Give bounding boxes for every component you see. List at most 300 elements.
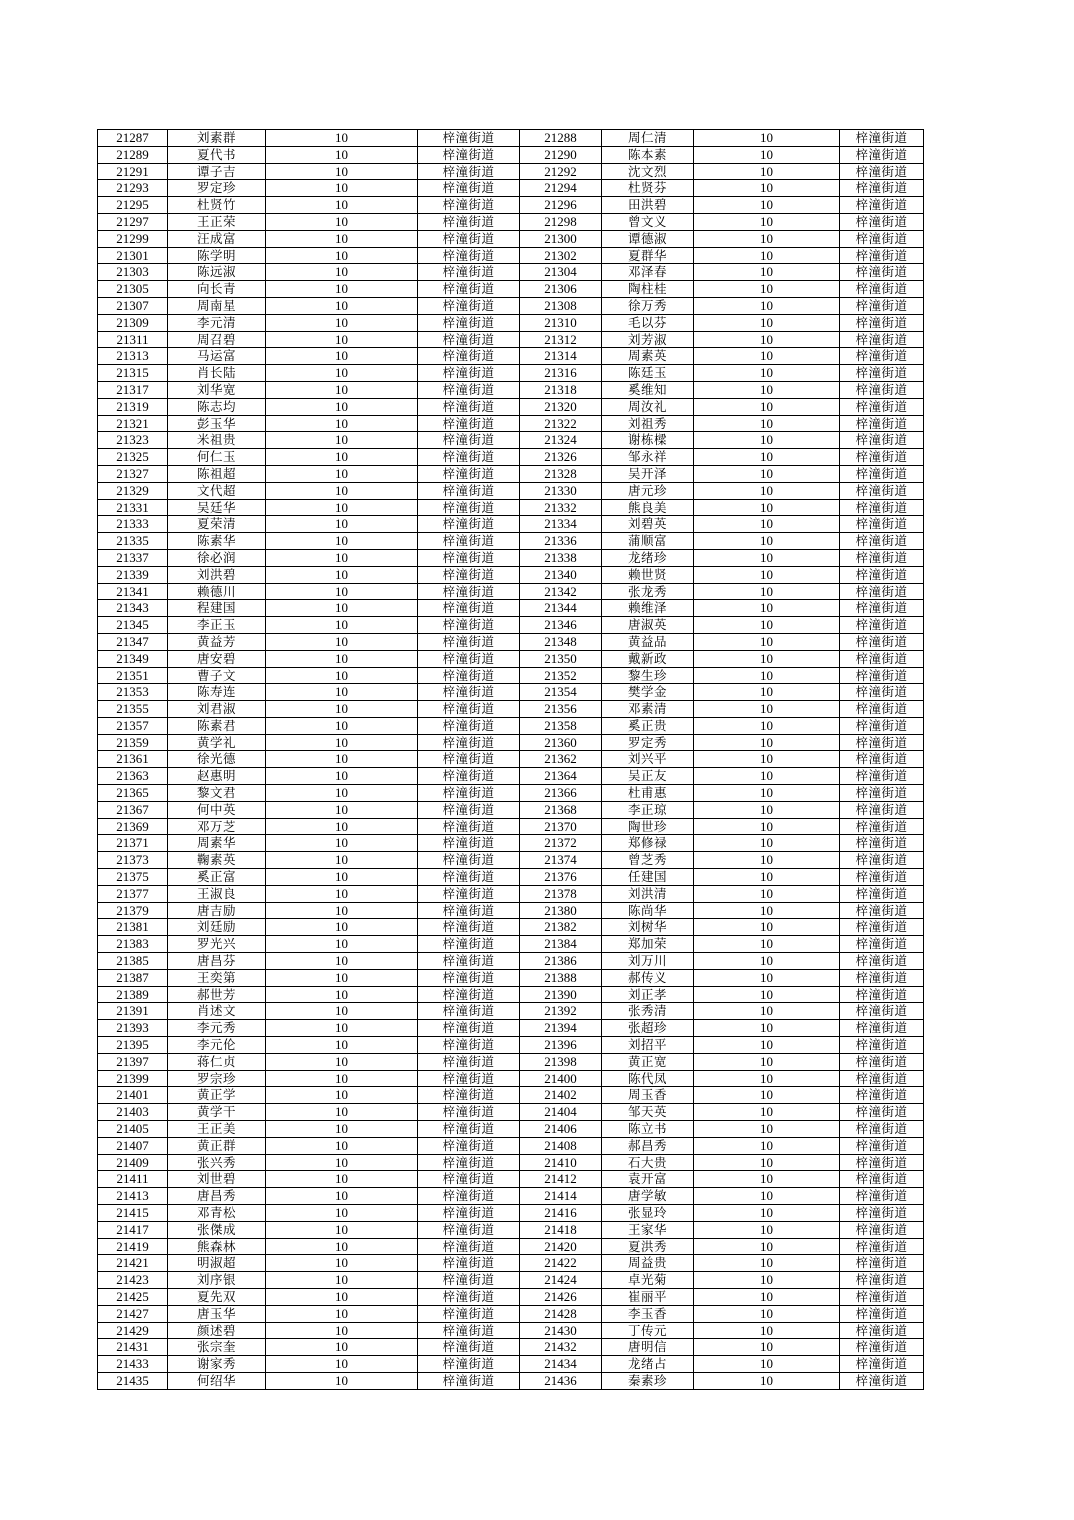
table-row bbox=[98, 381, 924, 398]
table-row bbox=[98, 768, 924, 785]
amount-cell: 10 bbox=[266, 381, 418, 398]
amount-cell: 10 bbox=[266, 717, 418, 734]
name-cell: 明淑超 bbox=[168, 1255, 266, 1272]
name-cell: 陈尚华 bbox=[602, 902, 694, 919]
record-id-cell: 21322 bbox=[520, 415, 602, 432]
record-id-cell: 21411 bbox=[98, 1171, 168, 1188]
name-cell: 熊良美 bbox=[602, 499, 694, 516]
record-id-cell: 21295 bbox=[98, 197, 168, 214]
amount-cell: 10 bbox=[694, 465, 840, 482]
name-cell: 赖德川 bbox=[168, 583, 266, 600]
amount-cell: 10 bbox=[694, 348, 840, 365]
street-cell: 梓潼街道 bbox=[840, 415, 924, 432]
amount-cell: 10 bbox=[266, 936, 418, 953]
record-id-cell: 21323 bbox=[98, 432, 168, 449]
street-cell: 梓潼街道 bbox=[418, 146, 520, 163]
name-cell: 汪成富 bbox=[168, 230, 266, 247]
street-cell: 梓潼街道 bbox=[418, 465, 520, 482]
amount-cell: 10 bbox=[694, 801, 840, 818]
amount-cell: 10 bbox=[266, 953, 418, 970]
name-cell: 罗定珍 bbox=[168, 180, 266, 197]
roster-table bbox=[97, 129, 924, 1390]
table-row bbox=[98, 465, 924, 482]
amount-cell: 10 bbox=[694, 398, 840, 415]
amount-cell: 10 bbox=[266, 566, 418, 583]
record-id-cell: 21292 bbox=[520, 163, 602, 180]
street-cell: 梓潼街道 bbox=[418, 549, 520, 566]
amount-cell: 10 bbox=[266, 549, 418, 566]
amount-cell: 10 bbox=[266, 633, 418, 650]
amount-cell: 10 bbox=[266, 919, 418, 936]
name-cell: 刘正孝 bbox=[602, 986, 694, 1003]
record-id-cell: 21433 bbox=[98, 1356, 168, 1373]
record-id-cell: 21358 bbox=[520, 717, 602, 734]
street-cell: 梓潼街道 bbox=[840, 180, 924, 197]
record-id-cell: 21399 bbox=[98, 1070, 168, 1087]
name-cell: 罗光兴 bbox=[168, 936, 266, 953]
name-cell: 邹天英 bbox=[602, 1104, 694, 1121]
street-cell: 梓潼街道 bbox=[840, 768, 924, 785]
amount-cell: 10 bbox=[694, 230, 840, 247]
street-cell: 梓潼街道 bbox=[840, 818, 924, 835]
record-id-cell: 21324 bbox=[520, 432, 602, 449]
record-id-cell: 21390 bbox=[520, 986, 602, 1003]
amount-cell: 10 bbox=[694, 818, 840, 835]
record-id-cell: 21357 bbox=[98, 717, 168, 734]
amount-cell: 10 bbox=[266, 398, 418, 415]
street-cell: 梓潼街道 bbox=[840, 751, 924, 768]
record-id-cell: 21365 bbox=[98, 785, 168, 802]
street-cell: 梓潼街道 bbox=[840, 583, 924, 600]
street-cell: 梓潼街道 bbox=[840, 1104, 924, 1121]
name-cell: 曾文义 bbox=[602, 213, 694, 230]
name-cell: 任建国 bbox=[602, 869, 694, 886]
name-cell: 卓光菊 bbox=[602, 1272, 694, 1289]
amount-cell: 10 bbox=[266, 415, 418, 432]
street-cell: 梓潼街道 bbox=[840, 717, 924, 734]
table-row bbox=[98, 566, 924, 583]
table-row bbox=[98, 1372, 924, 1389]
street-cell: 梓潼街道 bbox=[840, 667, 924, 684]
amount-cell: 10 bbox=[694, 1037, 840, 1054]
street-cell: 梓潼街道 bbox=[840, 1003, 924, 1020]
amount-cell: 10 bbox=[694, 1205, 840, 1222]
table-row bbox=[98, 415, 924, 432]
name-cell: 张龙秀 bbox=[602, 583, 694, 600]
table-row bbox=[98, 650, 924, 667]
name-cell: 陈志均 bbox=[168, 398, 266, 415]
street-cell: 梓潼街道 bbox=[840, 953, 924, 970]
street-cell: 梓潼街道 bbox=[840, 852, 924, 869]
street-cell: 梓潼街道 bbox=[418, 583, 520, 600]
street-cell: 梓潼街道 bbox=[840, 549, 924, 566]
amount-cell: 10 bbox=[694, 381, 840, 398]
record-id-cell: 21403 bbox=[98, 1104, 168, 1121]
street-cell: 梓潼街道 bbox=[840, 1372, 924, 1389]
record-id-cell: 21402 bbox=[520, 1087, 602, 1104]
name-cell: 李元伦 bbox=[168, 1037, 266, 1054]
street-cell: 梓潼街道 bbox=[418, 751, 520, 768]
name-cell: 周仁清 bbox=[602, 130, 694, 147]
name-cell: 陈代凤 bbox=[602, 1070, 694, 1087]
amount-cell: 10 bbox=[694, 1020, 840, 1037]
record-id-cell: 21289 bbox=[98, 146, 168, 163]
name-cell: 彭玉华 bbox=[168, 415, 266, 432]
amount-cell: 10 bbox=[694, 180, 840, 197]
name-cell: 颜述碧 bbox=[168, 1322, 266, 1339]
street-cell: 梓潼街道 bbox=[840, 381, 924, 398]
amount-cell: 10 bbox=[694, 986, 840, 1003]
name-cell: 黄正宽 bbox=[602, 1053, 694, 1070]
street-cell: 梓潼街道 bbox=[840, 1238, 924, 1255]
table-row bbox=[98, 986, 924, 1003]
amount-cell: 10 bbox=[694, 1188, 840, 1205]
table-row bbox=[98, 1322, 924, 1339]
table-row bbox=[98, 549, 924, 566]
table-row bbox=[98, 684, 924, 701]
record-id-cell: 21382 bbox=[520, 919, 602, 936]
name-cell: 刘万川 bbox=[602, 953, 694, 970]
street-cell: 梓潼街道 bbox=[418, 1188, 520, 1205]
record-id-cell: 21406 bbox=[520, 1121, 602, 1138]
name-cell: 王淑良 bbox=[168, 885, 266, 902]
record-id-cell: 21308 bbox=[520, 297, 602, 314]
name-cell: 罗宗珍 bbox=[168, 1070, 266, 1087]
name-cell: 徐必润 bbox=[168, 549, 266, 566]
name-cell: 刘洪清 bbox=[602, 885, 694, 902]
name-cell: 黄正学 bbox=[168, 1087, 266, 1104]
amount-cell: 10 bbox=[266, 499, 418, 516]
table-row bbox=[98, 432, 924, 449]
record-id-cell: 21356 bbox=[520, 701, 602, 718]
name-cell: 米祖贵 bbox=[168, 432, 266, 449]
subsidy-roster-sheet bbox=[97, 129, 923, 1390]
record-id-cell: 21419 bbox=[98, 1238, 168, 1255]
amount-cell: 10 bbox=[694, 667, 840, 684]
amount-cell: 10 bbox=[694, 684, 840, 701]
amount-cell: 10 bbox=[694, 1238, 840, 1255]
record-id-cell: 21310 bbox=[520, 314, 602, 331]
name-cell: 唐淑英 bbox=[602, 617, 694, 634]
street-cell: 梓潼街道 bbox=[418, 1356, 520, 1373]
name-cell: 夏荣清 bbox=[168, 516, 266, 533]
street-cell: 梓潼街道 bbox=[418, 1171, 520, 1188]
table-row bbox=[98, 1154, 924, 1171]
record-id-cell: 21384 bbox=[520, 936, 602, 953]
street-cell: 梓潼街道 bbox=[418, 533, 520, 550]
street-cell: 梓潼街道 bbox=[840, 1356, 924, 1373]
name-cell: 邓青松 bbox=[168, 1205, 266, 1222]
record-id-cell: 21393 bbox=[98, 1020, 168, 1037]
amount-cell: 10 bbox=[694, 499, 840, 516]
table-row bbox=[98, 146, 924, 163]
street-cell: 梓潼街道 bbox=[418, 717, 520, 734]
table-row bbox=[98, 667, 924, 684]
street-cell: 梓潼街道 bbox=[418, 986, 520, 1003]
record-id-cell: 21432 bbox=[520, 1339, 602, 1356]
record-id-cell: 21416 bbox=[520, 1205, 602, 1222]
amount-cell: 10 bbox=[266, 734, 418, 751]
amount-cell: 10 bbox=[694, 146, 840, 163]
name-cell: 唐吉励 bbox=[168, 902, 266, 919]
name-cell: 刘君淑 bbox=[168, 701, 266, 718]
table-row bbox=[98, 449, 924, 466]
street-cell: 梓潼街道 bbox=[840, 1171, 924, 1188]
record-id-cell: 21315 bbox=[98, 365, 168, 382]
street-cell: 梓潼街道 bbox=[418, 650, 520, 667]
table-row bbox=[98, 1137, 924, 1154]
name-cell: 杜贤竹 bbox=[168, 197, 266, 214]
name-cell: 徐万秀 bbox=[602, 297, 694, 314]
name-cell: 熊森林 bbox=[168, 1238, 266, 1255]
record-id-cell: 21388 bbox=[520, 969, 602, 986]
table-row bbox=[98, 1305, 924, 1322]
amount-cell: 10 bbox=[694, 1372, 840, 1389]
name-cell: 崔丽平 bbox=[602, 1288, 694, 1305]
amount-cell: 10 bbox=[694, 566, 840, 583]
name-cell: 唐安碧 bbox=[168, 650, 266, 667]
street-cell: 梓潼街道 bbox=[418, 1154, 520, 1171]
name-cell: 杜贤芬 bbox=[602, 180, 694, 197]
record-id-cell: 21377 bbox=[98, 885, 168, 902]
name-cell: 刘序银 bbox=[168, 1272, 266, 1289]
record-id-cell: 21374 bbox=[520, 852, 602, 869]
amount-cell: 10 bbox=[266, 146, 418, 163]
street-cell: 梓潼街道 bbox=[418, 885, 520, 902]
amount-cell: 10 bbox=[694, 247, 840, 264]
amount-cell: 10 bbox=[694, 768, 840, 785]
record-id-cell: 21385 bbox=[98, 953, 168, 970]
street-cell: 梓潼街道 bbox=[418, 1272, 520, 1289]
name-cell: 程建国 bbox=[168, 600, 266, 617]
record-id-cell: 21350 bbox=[520, 650, 602, 667]
record-id-cell: 21297 bbox=[98, 213, 168, 230]
street-cell: 梓潼街道 bbox=[418, 130, 520, 147]
record-id-cell: 21327 bbox=[98, 465, 168, 482]
record-id-cell: 21302 bbox=[520, 247, 602, 264]
amount-cell: 10 bbox=[266, 1188, 418, 1205]
name-cell: 奚正贵 bbox=[602, 717, 694, 734]
record-id-cell: 21381 bbox=[98, 919, 168, 936]
table-row bbox=[98, 751, 924, 768]
name-cell: 张傑成 bbox=[168, 1221, 266, 1238]
street-cell: 梓潼街道 bbox=[840, 264, 924, 281]
amount-cell: 10 bbox=[266, 617, 418, 634]
amount-cell: 10 bbox=[266, 281, 418, 298]
street-cell: 梓潼街道 bbox=[418, 869, 520, 886]
amount-cell: 10 bbox=[694, 1255, 840, 1272]
street-cell: 梓潼街道 bbox=[418, 314, 520, 331]
record-id-cell: 21434 bbox=[520, 1356, 602, 1373]
table-row bbox=[98, 583, 924, 600]
amount-cell: 10 bbox=[266, 1053, 418, 1070]
name-cell: 徐光德 bbox=[168, 751, 266, 768]
record-id-cell: 21339 bbox=[98, 566, 168, 583]
street-cell: 梓潼街道 bbox=[840, 348, 924, 365]
name-cell: 唐玉华 bbox=[168, 1305, 266, 1322]
street-cell: 梓潼街道 bbox=[418, 566, 520, 583]
record-id-cell: 21397 bbox=[98, 1053, 168, 1070]
table-row bbox=[98, 919, 924, 936]
amount-cell: 10 bbox=[694, 583, 840, 600]
street-cell: 梓潼街道 bbox=[840, 247, 924, 264]
street-cell: 梓潼街道 bbox=[418, 701, 520, 718]
record-id-cell: 21335 bbox=[98, 533, 168, 550]
street-cell: 梓潼街道 bbox=[418, 197, 520, 214]
amount-cell: 10 bbox=[694, 835, 840, 852]
name-cell: 曾芝秀 bbox=[602, 852, 694, 869]
amount-cell: 10 bbox=[694, 1356, 840, 1373]
record-id-cell: 21336 bbox=[520, 533, 602, 550]
street-cell: 梓潼街道 bbox=[840, 785, 924, 802]
table-row bbox=[98, 482, 924, 499]
amount-cell: 10 bbox=[266, 213, 418, 230]
amount-cell: 10 bbox=[694, 600, 840, 617]
name-cell: 龙绪占 bbox=[602, 1356, 694, 1373]
amount-cell: 10 bbox=[266, 197, 418, 214]
street-cell: 梓潼街道 bbox=[418, 734, 520, 751]
record-id-cell: 21410 bbox=[520, 1154, 602, 1171]
table-row bbox=[98, 1288, 924, 1305]
street-cell: 梓潼街道 bbox=[840, 1288, 924, 1305]
name-cell: 陶世珍 bbox=[602, 818, 694, 835]
amount-cell: 10 bbox=[694, 1104, 840, 1121]
name-cell: 陈素华 bbox=[168, 533, 266, 550]
street-cell: 梓潼街道 bbox=[418, 213, 520, 230]
name-cell: 唐元珍 bbox=[602, 482, 694, 499]
name-cell: 刘廷励 bbox=[168, 919, 266, 936]
street-cell: 梓潼街道 bbox=[418, 1205, 520, 1222]
street-cell: 梓潼街道 bbox=[418, 499, 520, 516]
name-cell: 陈廷玉 bbox=[602, 365, 694, 382]
amount-cell: 10 bbox=[694, 1272, 840, 1289]
name-cell: 陈本素 bbox=[602, 146, 694, 163]
street-cell: 梓潼街道 bbox=[418, 1238, 520, 1255]
street-cell: 梓潼街道 bbox=[418, 247, 520, 264]
record-id-cell: 21364 bbox=[520, 768, 602, 785]
street-cell: 梓潼街道 bbox=[840, 1020, 924, 1037]
amount-cell: 10 bbox=[694, 869, 840, 886]
record-id-cell: 21429 bbox=[98, 1322, 168, 1339]
amount-cell: 10 bbox=[266, 130, 418, 147]
amount-cell: 10 bbox=[266, 650, 418, 667]
street-cell: 梓潼街道 bbox=[840, 734, 924, 751]
record-id-cell: 21394 bbox=[520, 1020, 602, 1037]
amount-cell: 10 bbox=[266, 264, 418, 281]
street-cell: 梓潼街道 bbox=[840, 533, 924, 550]
name-cell: 周南星 bbox=[168, 297, 266, 314]
record-id-cell: 21351 bbox=[98, 667, 168, 684]
table-row bbox=[98, 902, 924, 919]
street-cell: 梓潼街道 bbox=[840, 1255, 924, 1272]
table-row bbox=[98, 533, 924, 550]
record-id-cell: 21369 bbox=[98, 818, 168, 835]
amount-cell: 10 bbox=[694, 936, 840, 953]
amount-cell: 10 bbox=[694, 969, 840, 986]
amount-cell: 10 bbox=[266, 1322, 418, 1339]
street-cell: 梓潼街道 bbox=[840, 1070, 924, 1087]
name-cell: 李玉香 bbox=[602, 1305, 694, 1322]
amount-cell: 10 bbox=[266, 1020, 418, 1037]
record-id-cell: 21291 bbox=[98, 163, 168, 180]
street-cell: 梓潼街道 bbox=[840, 1154, 924, 1171]
name-cell: 谢家秀 bbox=[168, 1356, 266, 1373]
record-id-cell: 21354 bbox=[520, 684, 602, 701]
record-id-cell: 21359 bbox=[98, 734, 168, 751]
street-cell: 梓潼街道 bbox=[418, 1221, 520, 1238]
name-cell: 刘招平 bbox=[602, 1037, 694, 1054]
record-id-cell: 21330 bbox=[520, 482, 602, 499]
name-cell: 夏先双 bbox=[168, 1288, 266, 1305]
table-row bbox=[98, 180, 924, 197]
name-cell: 周汝礼 bbox=[602, 398, 694, 415]
amount-cell: 10 bbox=[694, 549, 840, 566]
name-cell: 邓万芝 bbox=[168, 818, 266, 835]
name-cell: 黄学礼 bbox=[168, 734, 266, 751]
name-cell: 唐昌秀 bbox=[168, 1188, 266, 1205]
street-cell: 梓潼街道 bbox=[418, 230, 520, 247]
table-row bbox=[98, 734, 924, 751]
street-cell: 梓潼街道 bbox=[840, 432, 924, 449]
amount-cell: 10 bbox=[694, 1154, 840, 1171]
name-cell: 王家华 bbox=[602, 1221, 694, 1238]
street-cell: 梓潼街道 bbox=[418, 1322, 520, 1339]
table-row bbox=[98, 331, 924, 348]
amount-cell: 10 bbox=[266, 247, 418, 264]
amount-cell: 10 bbox=[694, 415, 840, 432]
name-cell: 郑加荣 bbox=[602, 936, 694, 953]
table-row bbox=[98, 365, 924, 382]
amount-cell: 10 bbox=[266, 449, 418, 466]
amount-cell: 10 bbox=[694, 902, 840, 919]
amount-cell: 10 bbox=[266, 869, 418, 886]
amount-cell: 10 bbox=[266, 969, 418, 986]
amount-cell: 10 bbox=[266, 314, 418, 331]
name-cell: 戴新政 bbox=[602, 650, 694, 667]
street-cell: 梓潼街道 bbox=[840, 230, 924, 247]
name-cell: 张超珍 bbox=[602, 1020, 694, 1037]
street-cell: 梓潼街道 bbox=[418, 163, 520, 180]
street-cell: 梓潼街道 bbox=[418, 1288, 520, 1305]
table-row bbox=[98, 1037, 924, 1054]
street-cell: 梓潼街道 bbox=[418, 365, 520, 382]
street-cell: 梓潼街道 bbox=[418, 785, 520, 802]
street-cell: 梓潼街道 bbox=[840, 465, 924, 482]
amount-cell: 10 bbox=[694, 1305, 840, 1322]
record-id-cell: 21380 bbox=[520, 902, 602, 919]
table-row bbox=[98, 1255, 924, 1272]
street-cell: 梓潼街道 bbox=[418, 1372, 520, 1389]
name-cell: 吴正友 bbox=[602, 768, 694, 785]
record-id-cell: 21311 bbox=[98, 331, 168, 348]
street-cell: 梓潼街道 bbox=[840, 600, 924, 617]
name-cell: 周益贵 bbox=[602, 1255, 694, 1272]
record-id-cell: 21401 bbox=[98, 1087, 168, 1104]
record-id-cell: 21376 bbox=[520, 869, 602, 886]
table-row bbox=[98, 1121, 924, 1138]
name-cell: 刘祖秀 bbox=[602, 415, 694, 432]
name-cell: 毛以芬 bbox=[602, 314, 694, 331]
record-id-cell: 21378 bbox=[520, 885, 602, 902]
name-cell: 周召碧 bbox=[168, 331, 266, 348]
name-cell: 陶柱桂 bbox=[602, 281, 694, 298]
table-row bbox=[98, 869, 924, 886]
name-cell: 陈远淑 bbox=[168, 264, 266, 281]
amount-cell: 10 bbox=[266, 180, 418, 197]
record-id-cell: 21409 bbox=[98, 1154, 168, 1171]
name-cell: 刘素群 bbox=[168, 130, 266, 147]
table-row bbox=[98, 1171, 924, 1188]
